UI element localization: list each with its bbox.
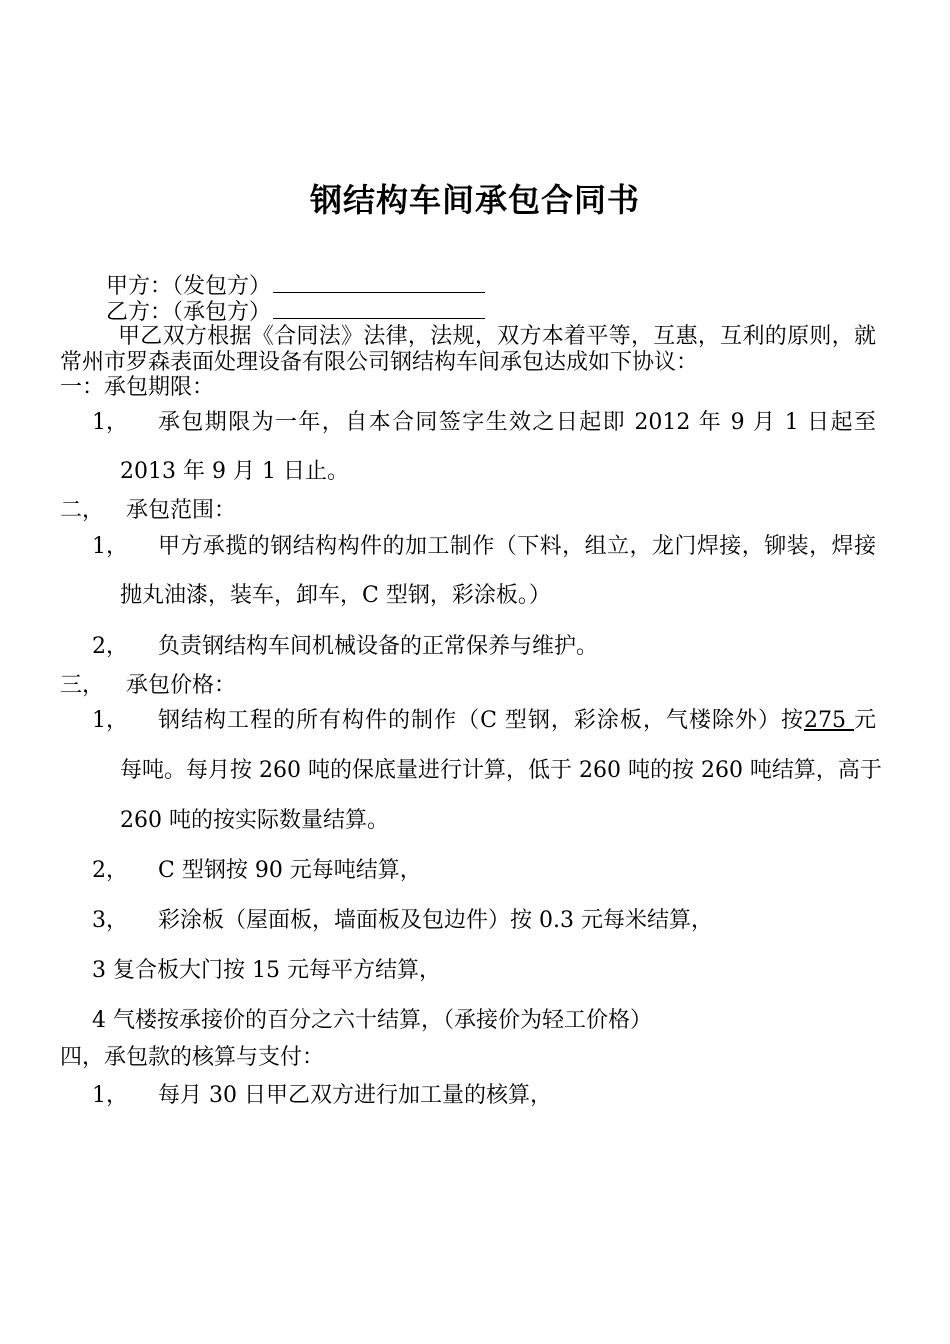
section-3-item-1-line-3: 260 吨的按实际数量结算。	[120, 808, 389, 833]
section-3-item-5: 4 气楼按承接价的百分之六十结算，（承接价为轻工价格）	[92, 1008, 652, 1033]
section-3-item-4: 3 复合板大门按 15 元每平方结算，	[92, 958, 441, 983]
steel-structure-price: 275	[803, 708, 854, 733]
section-1-item-1-line-2: 2013 年 9 月 1 日止。	[120, 459, 349, 484]
section-2-item-2-line-1: 负责钢结构车间机械设备的正常保养与维护。	[158, 634, 599, 659]
document-title: 钢结构车间承包合同书	[309, 181, 640, 219]
party-a-blank	[273, 272, 485, 293]
section-1-item-1-number: 1，	[92, 410, 128, 435]
party-b-blank	[273, 298, 485, 319]
section-3-item-1-line-2: 每吨。每月按 260 吨的保底量进行计算，低于 260 吨的按 260 吨结算，高于	[120, 758, 882, 783]
section-4-heading: 四，承包款的核算与支付：	[60, 1045, 325, 1070]
section-4-item-1-line-1: 每月 30 日甲乙双方进行加工量的核算，	[158, 1083, 552, 1108]
section-2-heading-number: 二，	[60, 498, 105, 523]
section-3-item-1-number: 1，	[92, 708, 128, 733]
price-text-after: 元	[853, 708, 876, 733]
section-2-item-2-number: 2，	[92, 634, 128, 659]
section-3-item-2-line-1: C 型钢按 90 元每吨结算，	[158, 858, 422, 883]
intro-line-2: 常州市罗森表面处理设备有限公司钢结构车间承包达成如下协议：	[60, 350, 699, 375]
price-text-before: 钢结构工程的所有构件的制作（C 型钢，彩涂板，气楼除外）按	[158, 708, 804, 733]
section-4-item-1-number: 1，	[92, 1083, 128, 1108]
section-2-item-1-number: 1，	[92, 534, 128, 559]
section-2-heading: 承包范围：	[126, 498, 237, 523]
section-3-heading-number: 三，	[60, 673, 105, 698]
section-3-item-3-number: 3，	[92, 908, 128, 933]
section-1-item-1-line-1: 承包期限为一年，自本合同签字生效之日起即 2012 年 9 月 1 日起至	[158, 410, 876, 435]
section-3-item-3-line-1: 彩涂板（屋面板，墙面板及包边件）按 0.3 元每米结算，	[158, 908, 713, 933]
party-b-label: 乙方：（承包方）	[106, 300, 272, 325]
section-2-item-1-line-1: 甲方承揽的钢结构构件的加工制作（下料，组立，龙门焊接，铆装，焊接	[158, 534, 876, 559]
intro-line-1: 甲乙双方根据《合同法》法律，法规，双方本着平等，互惠，互利的原则，就	[118, 324, 876, 349]
section-3-item-2-number: 2，	[92, 858, 128, 883]
section-1-heading: 一：承包期限：	[60, 375, 215, 400]
section-3-heading: 承包价格：	[126, 673, 237, 698]
party-a-label: 甲方：（发包方）	[106, 274, 272, 299]
section-2-item-1-line-2: 抛丸油漆，装车，卸车，C 型钢，彩涂板。）	[120, 583, 551, 608]
section-3-item-1-line-1	[158, 706, 876, 736]
